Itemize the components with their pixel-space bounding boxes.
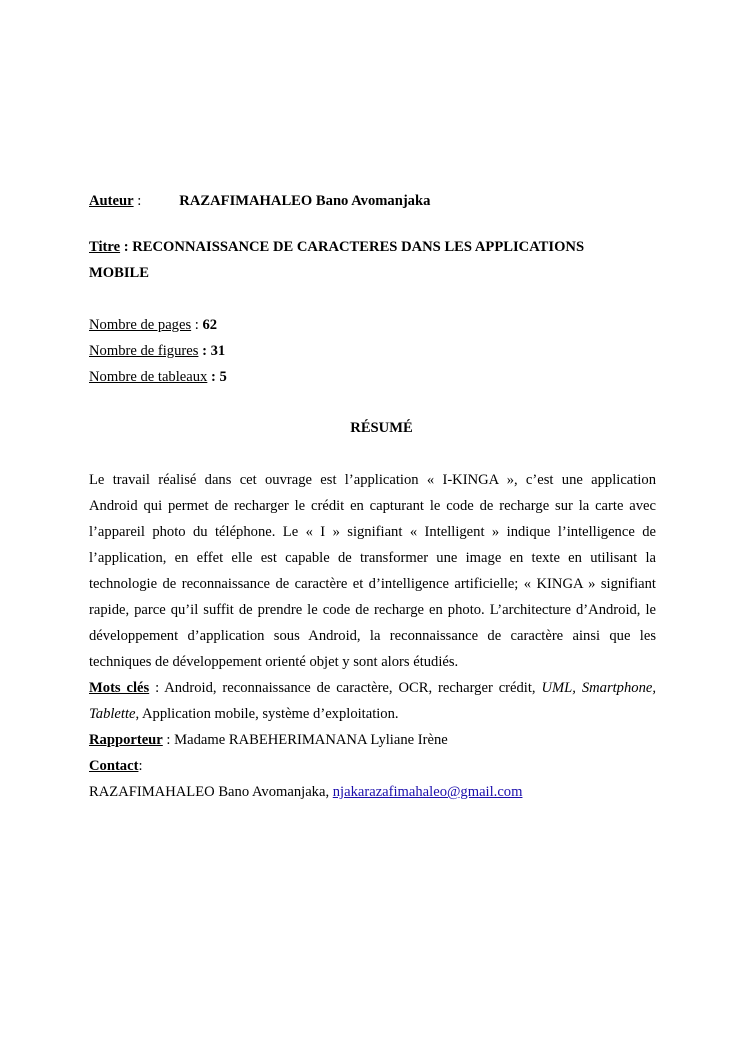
resume-line: rapide, parce qu’il suffit de prendre le code de recharge en photo. L’architecture d’Android, le	[89, 602, 656, 618]
title-line-1	[89, 234, 656, 260]
spacer	[89, 390, 656, 415]
spacer	[89, 214, 656, 234]
resume-line: l’application, en effet elle est capable de transformer une image en texte en utilisant la	[89, 550, 656, 566]
keywords-line-2	[89, 701, 656, 727]
rapporteur-separator: :	[162, 732, 175, 748]
keywords-block	[89, 675, 656, 727]
title-label: Titre	[89, 239, 121, 255]
contact-detail-line	[89, 779, 656, 805]
spacer	[89, 441, 656, 467]
count-figures	[89, 338, 656, 364]
author-label: Auteur	[89, 193, 134, 209]
keywords-label: Mots clés	[89, 680, 150, 696]
keywords-rest: , Application mobile, système d’exploitation.	[135, 706, 399, 722]
author-name: RAZAFIMAHALEO Bano Avomanjaka	[179, 193, 431, 209]
spacer	[89, 286, 656, 312]
resume-line: développement d’application sous Android, la reconnaissance de caractère ainsi que les	[89, 628, 656, 644]
count-figures-value: 31	[210, 343, 226, 359]
document-page	[89, 188, 656, 805]
count-tables-label: Nombre de tableaux	[89, 369, 208, 385]
count-tables	[89, 364, 656, 390]
count-pages-label: Nombre de pages	[89, 317, 192, 333]
keywords-plain: Android, reconnaissance de caractère, OCR, recharger crédit,	[164, 680, 542, 696]
title-line-2	[89, 260, 656, 286]
count-pages-separator: :	[191, 317, 203, 333]
keywords-line-1	[89, 675, 656, 701]
rapporteur-line	[89, 727, 656, 753]
count-pages-value: 62	[202, 317, 218, 333]
contact-name: RAZAFIMAHALEO Bano Avomanjaka,	[89, 784, 333, 800]
count-figures-label: Nombre de figures	[89, 343, 199, 359]
title-text-line-1: RECONNAISSANCE DE CARACTERES DANS LES APPLICATIONS	[132, 239, 585, 255]
title-separator: :	[120, 239, 133, 255]
resume-heading: RÉSUMÉ	[350, 420, 413, 436]
resume-line: Android qui permet de recharger le crédit en capturant le code de recharge sur la carte avec	[89, 498, 656, 514]
resume-line: techniques de développement orienté objet y sont alors étudiés.	[89, 654, 459, 670]
contact-separator: :	[138, 758, 143, 774]
rapporteur-value: Madame RABEHERIMANANA Lyliane Irène	[174, 732, 448, 748]
keywords-italic-2: Tablette	[89, 706, 136, 722]
resume-line: technologie de reconnaissance de caractère et d’intelligence artificielle; « KINGA » signifiant	[89, 576, 656, 592]
title-block	[89, 234, 656, 286]
author-separator: :	[133, 193, 142, 209]
rapporteur-label: Rapporteur	[89, 732, 163, 748]
keywords-separator: :	[149, 680, 165, 696]
count-figures-separator: :	[198, 343, 211, 359]
count-tables-separator: :	[207, 369, 220, 385]
contact-label: Contact	[89, 758, 139, 774]
author-line	[89, 188, 656, 214]
title-text-line-2: MOBILE	[89, 265, 150, 281]
keywords-italic-1: UML, Smartphone,	[541, 680, 656, 696]
contact-email-link[interactable]: njakarazafimahaleo@gmail.com	[332, 784, 523, 800]
resume-line: l’appareil photo du téléphone. Le « I » signifiant « Intelligent » indique l’intelligence de	[89, 524, 656, 540]
contact-line	[89, 753, 656, 779]
count-tables-value: 5	[219, 369, 227, 385]
resume-line: Le travail réalisé dans cet ouvrage est l’application « I-KINGA », c’est une application	[89, 472, 656, 488]
resume-body	[89, 467, 656, 675]
count-pages	[89, 312, 656, 338]
